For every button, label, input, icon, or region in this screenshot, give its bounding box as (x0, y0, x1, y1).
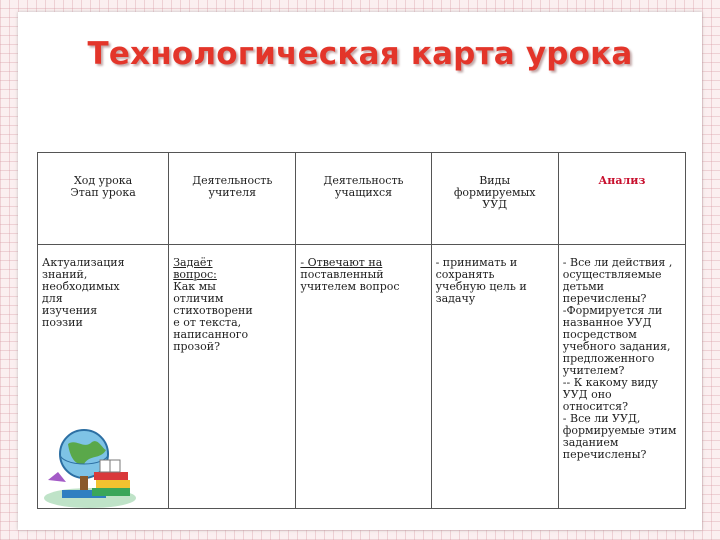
cell-text-line: перечислены? (562, 448, 647, 461)
cell-text-line: Анализ (598, 174, 646, 187)
table-header-row (38, 153, 686, 245)
cell-text-line: Как мы (173, 280, 216, 293)
cell-text-line: учащихся (334, 186, 393, 199)
cell-uud (431, 245, 558, 509)
cell-text-line: - Отвечают на (300, 256, 383, 269)
cell-text-line: Задаёт (173, 256, 213, 269)
cell-text-line: осуществляемые (562, 268, 662, 281)
cell-text-line: посредством (562, 328, 637, 341)
cell-teacher (169, 245, 296, 509)
cell-text-line: поэзии (42, 316, 83, 329)
page-title: Технологическая карта урока (87, 36, 633, 72)
cell-text-line: - Все ли УУД, (562, 412, 641, 425)
cell-text-line: формируемых (453, 186, 536, 199)
cell-text-line: е от текста, (173, 316, 242, 329)
cell-text-line: Деятельность (192, 174, 273, 187)
cell-text-line: отличим (173, 292, 224, 305)
cell-text-line: необходимых (42, 280, 120, 293)
cell-text-line: относится? (562, 400, 629, 413)
cell-text-line: изучения (42, 304, 98, 317)
cell-analysis (558, 245, 685, 509)
cell-text-line: учителя (208, 186, 257, 199)
cell-text-line: задачу (435, 292, 476, 305)
header-uud (431, 153, 558, 245)
header-stage (38, 153, 169, 245)
cell-text-line: Актуализация (42, 256, 125, 269)
cell-text-line: УУД оно (562, 388, 612, 401)
cell-text-line: учебного задания, (562, 340, 671, 353)
books-globe-icon (40, 420, 140, 512)
cell-text-line: написанного (173, 328, 249, 341)
header-teacher (169, 153, 296, 245)
cell-text-line: предложенного (562, 352, 655, 365)
cell-text-line: Ход урока (73, 174, 133, 187)
cell-text-line: Виды (479, 174, 511, 187)
cell-text-line: заданием (562, 436, 619, 449)
cell-text-line: поставленный (300, 268, 384, 281)
cell-students (296, 245, 431, 509)
cell-text-line: Этап урока (70, 186, 136, 199)
cell-text-line: для (42, 292, 63, 305)
cell-text-line: -- К какому виду (562, 376, 658, 389)
cell-text-line: -Формируется ли (562, 304, 663, 317)
cell-text-line: вопрос: (173, 268, 217, 281)
header-students (296, 153, 431, 245)
cell-text-line: сохранять (435, 268, 495, 281)
cell-text-line: стихотворени (173, 304, 253, 317)
header-analysis (558, 153, 685, 245)
cell-text-line: Деятельность (323, 174, 404, 187)
cell-text-line: - принимать и (435, 256, 518, 269)
cell-text-line: названное УУД (562, 316, 652, 329)
cell-text-line: прозой? (173, 340, 221, 353)
cell-text-line: формируемые этим (562, 424, 677, 437)
cell-text-line: детьми (562, 280, 605, 293)
cell-text-line: учителем вопрос (300, 280, 400, 293)
cell-text-line: - Все ли действия , (562, 256, 673, 269)
cell-text-line: учителем? (562, 364, 625, 377)
cell-text-line: перечислены? (562, 292, 647, 305)
cell-text-line: знаний, (42, 268, 88, 281)
cell-text-line: учебную цель и (435, 280, 527, 293)
cell-text-line: УУД (482, 198, 508, 211)
